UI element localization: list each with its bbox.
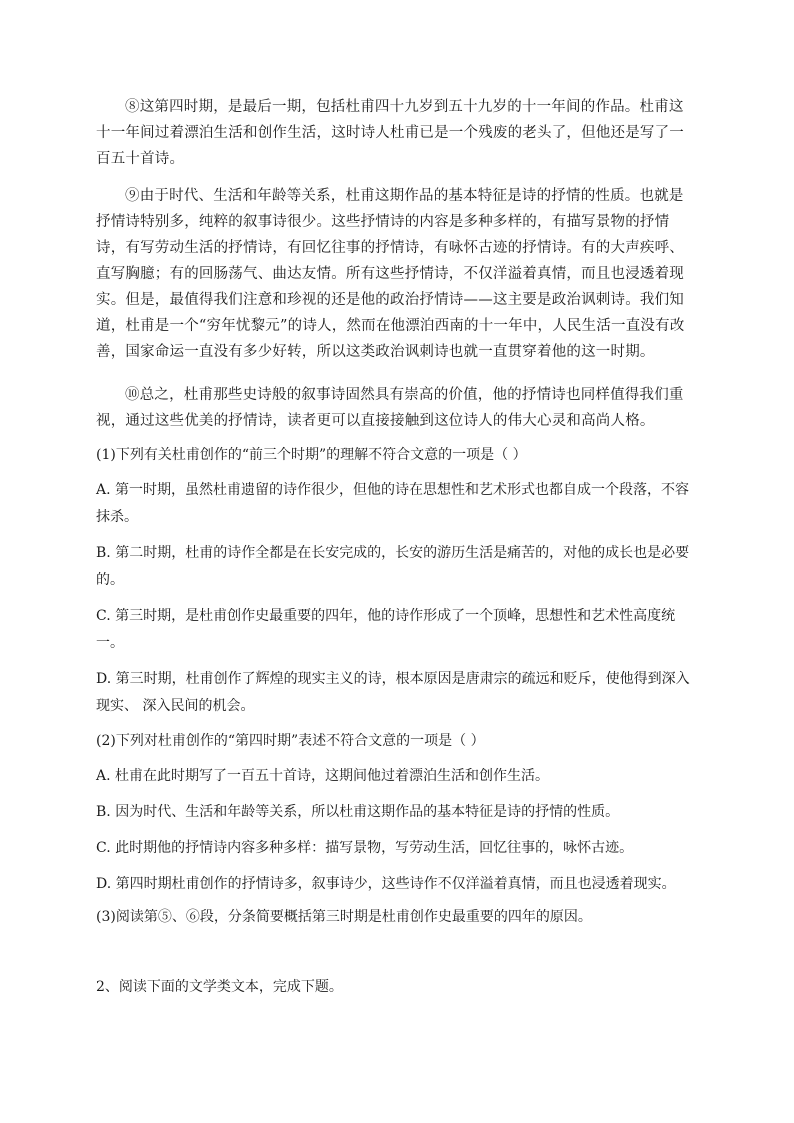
question-1-option-d: D. 第三时期，杜甫创作了辉煌的现实主义的诗，根本原因是唐肃宗的疏远和贬斥，使他得到深入现实、 深入民间的机会。 <box>96 671 690 714</box>
question-2-stem: (2)下列对杜甫创作的“第四时期”表述不符合文意的一项是（ ） <box>96 733 485 749</box>
next-section-heading: 2、阅读下面的文学类文本，完成下题。 <box>96 979 343 995</box>
question-2-option-b: B. 因为时代、生活和年龄等关系，所以杜甫这期作品的基本特征是诗的抒情的性质。 <box>96 804 620 820</box>
question-1-option-a: A. 第一时期，虽然杜甫遗留的诗作很少，但他的诗在思想性和艺术形式也都自成一个段落，不容抹杀。 <box>96 482 690 525</box>
question-2-option-d: D. 第四时期杜甫创作的抒情诗多，叙事诗少，这些诗作不仅洋溢着真情，而且也浸透着现实。 <box>96 876 676 892</box>
question-1-option-c: C. 第三时期，是杜甫创作史最重要的四年，他的诗作形成了一个顶峰，思想性和艺术性高度统一。 <box>96 608 676 651</box>
question-1-option-b: B. 第二时期，杜甫的诗作全都是在长安完成的，长安的游历生活是痛苦的，对他的成长也是必要的。 <box>96 545 690 588</box>
paragraph-10: ⑩总之，杜甫那些史诗般的叙事诗固然具有崇高的价值，他的抒情诗也同样值得我们重视，通过这些优美的抒情诗，读者更可以直接接触到这位诗人的伟大心灵和高尚人格。 <box>96 387 684 429</box>
question-1-stem: (1)下列有关杜甫创作的“前三个时期”的理解不符合文意的一项是（ ） <box>96 447 527 463</box>
paragraph-9: ⑨由于时代、生活和年龄等关系，杜甫这期作品的基本特征是诗的抒情的性质。也就是抒情诗特别多，纯粹的叙事诗很少。这些抒情诗的内容是多种多样的，有描写景物的抒情诗，有写劳动生活的抒情诗，有回忆往事的抒情诗，有咏怀古迹的抒情诗。有的大声疾呼、直写胸臆；有的回肠荡气、曲达友情。所有这些抒情诗，不仅洋溢着真情，而且也浸透着现实。但是，最值得我们注意和珍视的还是他的政治抒情诗——这主要是政治讽刺诗。我们知道，杜甫是一个“穷年忧黎元”的诗人，然而在他漂泊西南的十一年中，人民生活一直没有改善，国家命运一直没有多少好转，所以这类政治讽刺诗也就一直贯穿着他的这一时期。 <box>96 188 685 360</box>
paragraph-8: ⑧这第四时期，是最后一期，包括杜甫四十九岁到五十九岁的十一年间的作品。杜甫这十一年间过着漂泊生活和创作生活，这时诗人杜甫已是一个残废的老头了，但他还是写了一百五十首诗。 <box>96 99 684 167</box>
question-2-option-a: A. 杜甫在此时期写了一百五十首诗，这期间他过着漂泊生活和创作生活。 <box>96 768 550 784</box>
question-2-option-c: C. 此时期他的抒情诗内容多种多样：描写景物，写劳动生活，回忆往事的，咏怀古迹。 <box>96 840 634 856</box>
question-3-stem: (3)阅读第⑤、⑥段，分条简要概括第三时期是杜甫创作史最重要的四年的原因。 <box>96 909 592 925</box>
